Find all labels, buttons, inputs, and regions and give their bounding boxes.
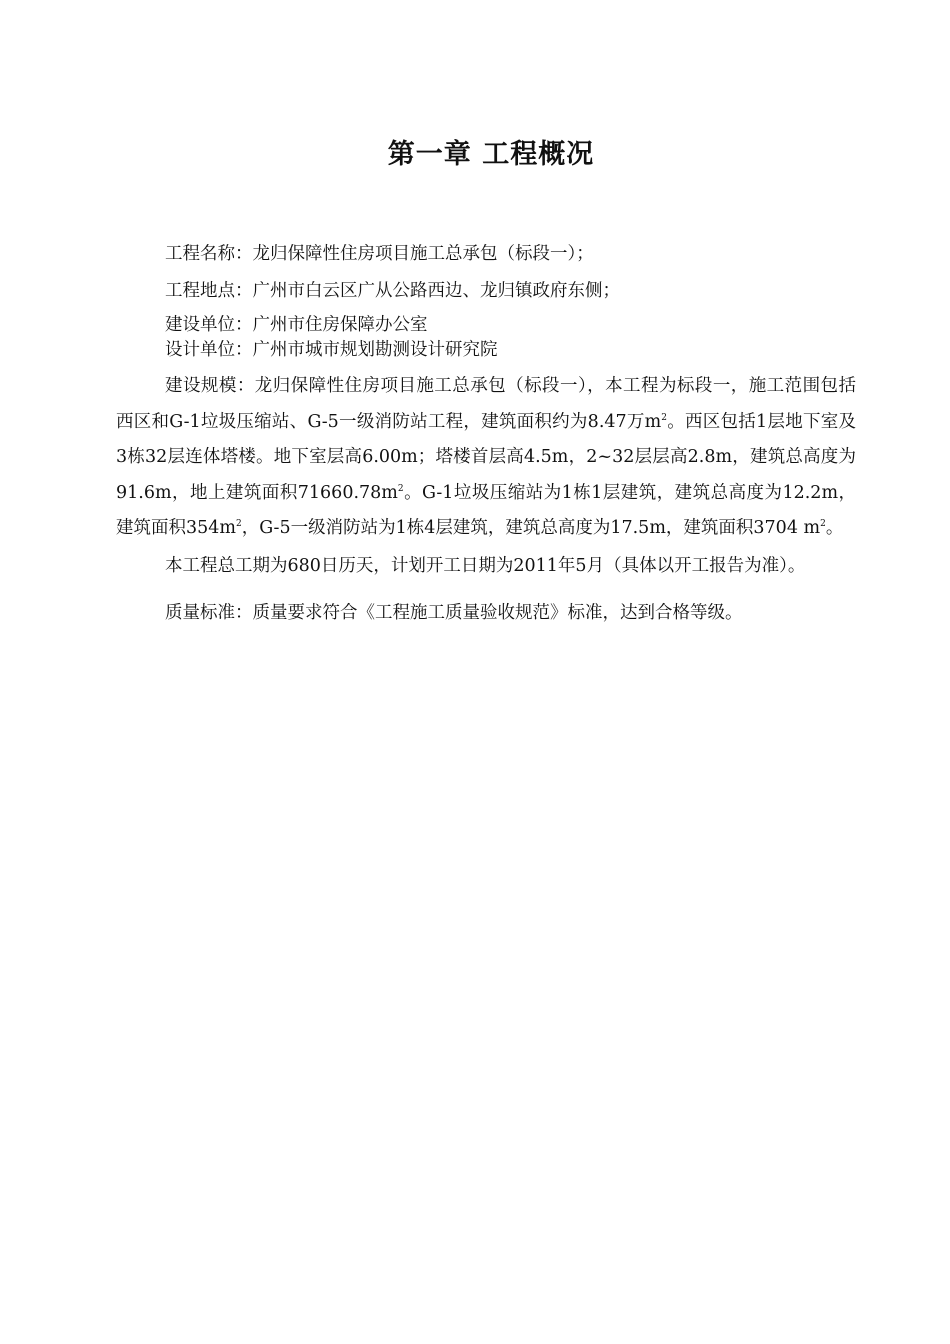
project-location-line: 工程地点：广州市白云区广从公路西边、龙归镇政府东侧；	[165, 281, 620, 301]
scale-text-5: 。	[825, 518, 844, 538]
superscript-2: 2	[397, 483, 404, 494]
scale-text-4: ，G-5一级消防站为1栋4层建筑，建筑总高度为17.5m，建筑面积3704 m	[241, 518, 821, 538]
quality-paragraph: 质量标准：质量要求符合《工程施工质量验收规范》标准，达到合格等级。	[165, 603, 743, 623]
client-line: 建设单位：广州市住房保障办公室	[165, 315, 428, 335]
superscript-2: 2	[820, 519, 826, 530]
scale-text-2: 。西区包括1层地下室及3栋32层连体塔楼。地下室层高6.00m；塔楼首层高4.5m，2~32层层高2.8m，建筑总高度为91.6m，地上建筑面积71660.78m	[116, 411, 856, 503]
scale-text-1: 建设规模：龙归保障性住房项目施工总承包（标段一），本工程为标段一，施工范围包括西区和G-1垃圾压缩站、G-5一级消防站工程，建筑面积约为8.47万m	[116, 376, 856, 432]
designer-line: 设计单位：广州市城市规划勘测设计研究院	[165, 340, 498, 360]
project-name-line: 工程名称：龙归保障性住房项目施工总承包（标段一）；	[165, 244, 594, 264]
superscript-2: 2	[236, 519, 242, 530]
document-body	[116, 236, 856, 632]
chapter-title: 第一章 工程概况	[387, 139, 595, 170]
scale-text-3: 。G-1垃圾压缩站为1栋1层建筑，建筑总高度为12.2m，建筑面积354m	[116, 482, 857, 538]
schedule-paragraph: 本工程总工期为680日历天，计划开工日期为2011年5月（具体以开工报告为准）。	[165, 555, 806, 576]
superscript-2: 2	[661, 412, 667, 423]
scale-paragraph	[116, 369, 856, 547]
